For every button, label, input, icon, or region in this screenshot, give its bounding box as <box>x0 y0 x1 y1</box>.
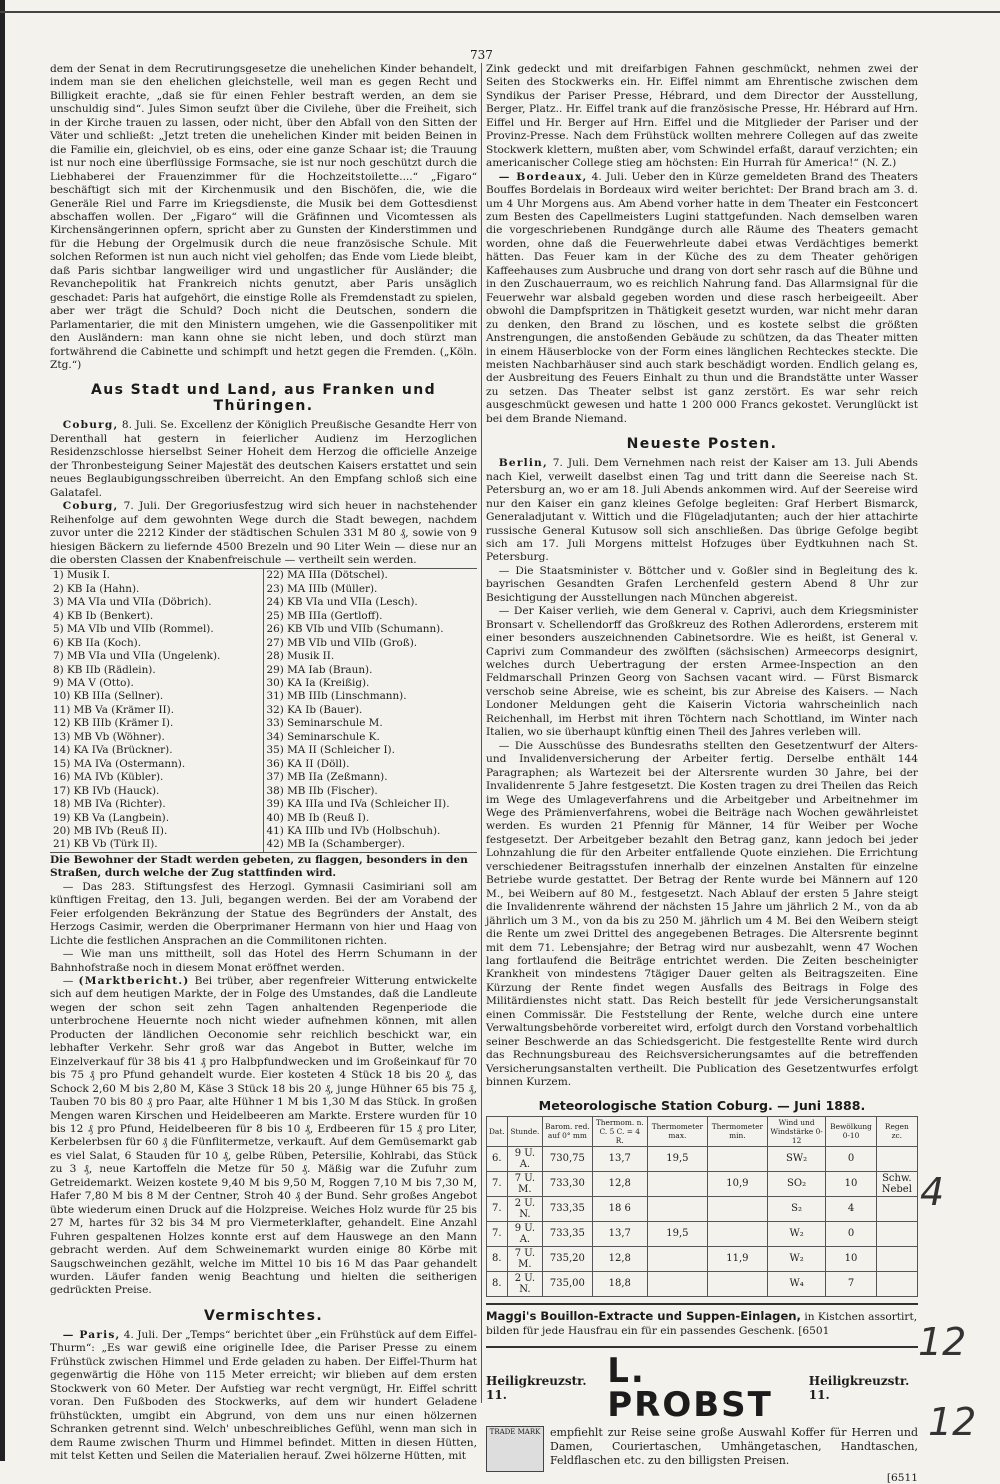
weather-cell <box>647 1196 707 1221</box>
procession-entry: 21) KB Vb (Türk II). <box>50 838 264 851</box>
weather-header-cell: Thermom. n. C. 5 C. = 4 R. <box>592 1116 647 1146</box>
weather-cell: 7. <box>487 1196 508 1221</box>
procession-entry: 5) MA VIb und VIIb (Rommel). <box>50 623 264 636</box>
weather-cell <box>876 1196 917 1221</box>
weather-cell: W₄ <box>767 1271 826 1296</box>
procession-entry: 4) KB Ib (Benkert). <box>50 610 264 623</box>
probst-text: empfiehlt zur Reise seine große Auswahl Koffer für Herren und Damen, Couriertaschen, Umhängetaschen, Handtaschen, Feldflaschen etc. zu den billigsten Preisen. <box>550 1425 918 1467</box>
right-column <box>486 63 918 1484</box>
weather-cell: 733,35 <box>543 1221 593 1246</box>
market-label: (Marktbericht.) <box>78 975 190 987</box>
procession-entry: 35) MA II (Schleicher I). <box>266 744 395 757</box>
procession-entry: 20) MB IVb (Reuß II). <box>50 825 264 838</box>
flag-appeal: Die Bewohner der Stadt werden gebeten, zu flaggen, besonders in den Straßen, durch welche der Zug stattfinden wird. <box>50 853 468 880</box>
weather-cell: 10 <box>826 1171 876 1196</box>
ministers-article: — Die Staatsminister v. Böttcher und v. Goßler sind in Begleitung des k. bayrischen Gesandten Grafen Lerchenfeld gestern Abend 8 Uhr zur Besichtigung der Ausstellungen nach München abgereist. <box>486 564 918 604</box>
procession-entry: 9) MA V (Otto). <box>50 677 264 690</box>
weather-cell: 9 U. A. <box>507 1146 542 1171</box>
weather-cell: 8. <box>487 1271 508 1296</box>
article-text: 4. Juli. Der „Temps“ berichtet über „ein Frühstück auf dem Eiffel-Thurm“: „Es war gewiß eine originelle Idee, die Pariser Presse zu einem Frühstück zwischen Himmel und Erde geladen zu haben. Der Eiffel-Thurm hat gegenwärtig die Höhe von 115 Meter erreicht; wir blieben auf dem ersten Stockwerk von 60 Meter. Der Aufstieg war recht vergnügt, Hr. Eiffel schritt voran. Den Fußboden des Stockwerks, auf dem wir hundert Geladene frühstückten, umgibt ein Abgrund, von dem uns nur einen hölzernen Schranken getrennt sind. Welch' unbeschreibliches Gefühl, wenn man sich in dem Raume zwischen Thurm und Himmel befindet. Mitten in diesen Hütten, mit telst Ketten und Seilen die Materialien herauf. Zwei hölzerne Hütten, mit <box>50 1328 477 1462</box>
weather-cell <box>876 1146 917 1171</box>
weather-row <box>487 1171 918 1196</box>
weather-cell: 11,9 <box>707 1246 767 1271</box>
procession-entry: 32) KA Ib (Bauer). <box>266 703 363 716</box>
procession-entry: 14) KA IVa (Brückner). <box>50 744 264 757</box>
procession-entry: 38) MB IIb (Fischer). <box>266 784 378 797</box>
weather-cell: 10 <box>826 1246 876 1271</box>
eiffel-article-continued: Zink gedeckt und mit dreifarbigen Fahnen geschmückt, nehmen zwei der Seiten des Stockwerks ein. Hr. Eiffel nimmt am Ehrentische zwischen dem Syndikus der Pariser Presse, Hébrard, und dem Director der Ausstellung, Berger, Platz.. Hr. Eiffel trank auf die französische Presse, Hr. Hébrard auf Hrn. Eiffel und Hr. Berger auf Hrn. Eiffel und die Mitglieder der Pariser und der Provinz-Presse. Nach dem Frühstück wollten mehrere Collegen auf das zweite Stockwerk klettern, mußten aber, vom Schwindel erfaßt, darauf verzichten; ein americanischer College stieg am höchsten: Ein Hurrah für America!“ (N. Z.) <box>486 63 918 170</box>
insurance-article: — Die Ausschüsse des Bundesraths stellten den Gesetzentwurf der Alters- und Invalidenversicherung der Arbeiter fertig. Derselbe enthält 144 Paragraphen; als Wartezeit bei der Altersrente wurden 30 Jahre, bei der Invalidenrente 5 Jahre festgesetzt. Die Kosten tragen zu drei Theilen das Reich im Wege des Umlageverfahrens und die Arbeitgeber und Arbeitnehmer im Wege des Prämienverfahrens, wobei die Beiträge nach Wochen gewährleistet werden. Es wurden 21 Pfennig für Männer, 14 für Weiber per Woche festgesetzt. Der Arbeitgeber bezahlt den Betrag ganz, kann jedoch bei jeder Lohnzahlung die für den Arbeiter entfallende Quote einziehen. Die Errichtung verschiedener Beitragsstufen innerhalb der einzelnen Anstalten für einzelne Betriebe wurde gestattet. Der Betrag der Rente wurde bei Männern auf 120 M., bei Weibern auf 80 M., festgesetzt. Nach Ablauf der ersten 5 Jahre steigt die Invalidenrente während der nächsten 15 Jahre um jährlich 2 M., von da ab jährlich um 3 M., von da bis zu 250 M. jährlich um 4 M. Bei den Weibern steigt die Rente um zwei Drittel des angegebenen Betrages. Die Altersrente beginnt mit dem 71. Lebensjahre; der Betrag wird nur ausbezahlt, wenn 47 Wochen lang fortlaufend die Beiträge entrichtet werden. Die Zeiten bescheinigter Krankheit von mindestens 7tägiger Dauer gelten als Beitragszeiten. Eine Kürzung der Rente findet wegen Ausfalls des Beitrags in Folge des Militärdienstes nicht statt. Das Reich bestellt für jede Versicherungsanstalt einen Commissär. Die Feststellung der Rente, welche durch eine untere Verwaltungsbehörde vorbereitet wird, erfolgt durch den Vorstand vorbehaltlich seiner Beschwerde an das Schiedsgericht. Die festgestellte Rente wird durch das Rechnungsbureau des Reichsversicherungsamtes auf die betreffenden Versicherungsanstalten vertheilt. Die Publication des Gesetzentwurfes erfolgt binnen Kurzem. <box>486 739 918 1089</box>
procession-entry: 13) MB Vb (Wöhner). <box>50 731 264 744</box>
column-rule <box>481 63 482 1403</box>
advert-code: [6501 <box>798 1324 830 1337</box>
probst-body <box>486 1350 918 1484</box>
procession-entry: 12) KB IIIb (Krämer I). <box>50 717 264 730</box>
weather-cell: 18 6 <box>592 1196 647 1221</box>
procession-entry: 8) KB IIb (Rädlein). <box>50 664 264 677</box>
article-text: 4. Juli. Ueber den in Kürze gemeldeten Brand des Theaters Bouffes Bordelais in Bordeaux wird weiter berichtet: Der Brand brach am 3. d. um 4 Uhr Morgens aus. Am Abend vorher hatte in dem Theater ein Festconcert zum Besten des Capellmeisters Lugini stattgefunden. Nach demselben waren die vorgeschriebenen Rundgänge durch alle Räume des Theaters gemacht worden, ohne daß die Feuerwehrleute dabei etwas Verdächtiges bemerkt hätten. Das Feuer kam in der Küche des zu dem Theater gehörigen Kaffeehauses zum Ausbruche und drang von dort sehr rasch auf die Bühne und in den Zuschauerraum, wo es reichlich Nahrung fand. Das Allarmsignal für die Feuerwehr war alsbald gegeben worden und diese rasch herbeigeeilt. Aber obwohl die Dampfspritzen in Thätigkeit gesetzt wurden, war nicht mehr daran zu denken, den Brand zu löschen, und es kostete selbst die größten Anstrengungen, die anstoßenden Gebäude zu schützen, da das Theater mitten in einem Häuserblocke von der Form eines länglichen Rechteckes steckte. Die meisten Nachbarhäuser sind auch stark beschädigt worden. Endlich gelang es, der Ausbreitung des Feuers Einhalt zu thun und die Brandstätte unter Wasser zu setzen. Das Theater selbst ist ganz zerstört. Es war sehr reich ausgeschmückt gewesen und hatte 1 200 000 Francs gekostet. Verunglückt ist bei dem Brande Niemand. <box>486 170 918 425</box>
weather-cell <box>647 1246 707 1271</box>
article-text: Bei trüber, aber regenfreier Witterung entwickelte sich auf dem heutigen Markte, der in Folge des Umstandes, daß die Landleute wegen der schon seit zehn Tagen anhaltenden Regenperiode die unterbrochene Heuernte noch nicht wieder aufnehmen können, mit allen Producten der ländlichen Oeconomie sehr reichlich beschickt war, ein lebhafter Verkehr. Sehr groß war das Angebot in Butter, welche im Einzelverkauf für 38 bis 41 ₰ pro Halbpfundwecken und im Großeinkauf für 70 bis 75 ₰ pro Pfund gehandelt wurde. Eier kosteten 4 Stück 18 bis 20 ₰, das Schock 2,60 M bis 2,80 M, Käse 3 Stück 18 bis 20 ₰, junge Hühner 65 bis 75 ₰, Tauben 70 bis 80 ₰ pro Paar, alte Hühner 1 M bis 1,30 M das Stück. In großen Mengen waren Kirschen und Heidelbeeren am Markte. Erstere wurden für 10 bis 12 ₰ pro Pfund, Heidelbeeren für 8 bis 10 ₰, Erdbeeren für 15 ₰ pro Liter, Kerbelerbsen für 60 ₰ die Fünflitermetze, verkauft. Auf dem Gemüsemarkt gab es viel Salat, 6 Stauden für 10 ₰, gelbe Rüben, Petersilie, Kohlrabi, das Stück zu 3 ₰, neue Kartoffeln die Metze für 50 ₰. Mäßig war die Zufuhr zum Getreidemarkt. Weizen kostete 9,40 M bis 9,50 M, Roggen 7,10 M bis 7,30 M, Hafer 7,80 M bis 8 M der Centner, Stroh 40 ₰ der Bund. Sehr großes Angebot übte wiederum einen Druck auf die Holzpreise. Weiches Holz wurde für 25 bis 27 M, hartes für 32 bis 34 M pro Viermeterklafter, gehandelt. Eine Anzahl Fuhren gespaltenen Holzes konnte erst auf dem Hauswege an den Mann gebracht werden. Auf dem Schweinemarkt wurden einige 80 Körbe mit Saugschweinchen gezählt, welche im Mittel 10 bis 16 M das Paar gehandelt wurden. Läufer fanden wenig Beachtung und hielten die seitherigen gedrückten Preise. <box>50 975 477 1297</box>
probst-row <box>486 1426 918 1472</box>
weather-row <box>487 1146 918 1171</box>
procession-entry: 36) KA II (Döll). <box>266 757 350 770</box>
weather-cell: 18,8 <box>592 1271 647 1296</box>
weather-row <box>487 1271 918 1296</box>
weather-cell <box>876 1246 917 1271</box>
bordeaux-article <box>486 171 918 427</box>
procession-entry: 24) KB VIa und VIIa (Lesch). <box>266 596 418 609</box>
weather-cell: W₂ <box>767 1246 826 1271</box>
trunk-logo: TRADE MARK <box>486 1426 544 1472</box>
hotel-article: — Wie man uns mittheilt, soll das Hotel des Herrn Schumann in der Bahnhofstraße noch in diesem Monat eröffnet werden. <box>50 948 477 974</box>
eiffel-article <box>50 1329 477 1464</box>
gymnasium-article: — Das 283. Stiftungsfest des Herzogl. Gymnasii Casimiriani soll am künftigen Freitag, den 13. Juli, begangen werden. Bei der am Vorabend der Feier erfolgenden Bekränzung der Statue des Begründers der Anstalt, des Herzogs Casimir, werden die Oberprimaner Hermann von hier und Haag von Lichte die festlichen Ansprachen an die Commilitonen richten. <box>50 880 477 947</box>
weather-cell: 13,7 <box>592 1146 647 1171</box>
weather-cell: 733,30 <box>543 1171 593 1196</box>
procession-entry: 39) KA IIIa und IVa (Schleicher II). <box>266 798 450 811</box>
weather-header-cell: Dat. <box>487 1116 508 1146</box>
procession-entry: 31) MB IIIb (Linschmann). <box>266 690 407 703</box>
procession-entry: 37) MB IIa (Zeßmann). <box>266 771 388 784</box>
coburg-article-1 <box>50 419 477 500</box>
maggi-advert <box>486 1303 918 1338</box>
weather-cell: 6. <box>487 1146 508 1171</box>
weather-cell: 7. <box>487 1221 508 1246</box>
procession-entry: 18) MB IVa (Richter). <box>50 798 264 811</box>
handwritten-mark-2: 12 <box>918 1320 967 1364</box>
page-number: 737 <box>470 48 493 62</box>
procession-entry: 23) MA IIIb (Müller). <box>266 582 378 595</box>
procession-entry: 27) MB VIb und VIIb (Groß). <box>266 636 418 649</box>
weather-cell: 730,75 <box>543 1146 593 1171</box>
article-text: 7. Juli. Dem Vernehmen nach reist der Kaiser am 13. Juli Abends nach Kiel, verweilt daselbst einen Tag und tritt dann die Seereise nach St. Petersburg an, wo er am 18. Juli Abends ankommen wird. Auf der Seereise wird nur den Kaiser ein ganz kleines Gefolge begleiten: Graf Herbert Bismarck, Generaladjutant v. Wittich und die Flügeladjutanten; auch der hier attachirte russische General Kutusow soll sich anschließen. Das übrige Gefolge begibt sich am 17. Juli Morgens mittelst Hofzuges über Eydtkuhnen nach St. Petersburg. <box>486 457 918 564</box>
handwritten-mark-3: 12 <box>928 1400 977 1444</box>
market-report: — (Marktbericht.) Bei trüber, aber regenfreier Witterung entwickelte sich auf dem heutigen Markte, der in Folge des Umstandes, daß die Landleute wegen der schon seit zehn Tagen anhaltenden Regenperiode die unterbrochene Heuernte noch nicht wieder aufnehmen können, mit allen Producten der ländlichen Oeconomie sehr reichlich beschickt war, ein lebhafter Verkehr. Sehr groß war das Angebot in Butter, welche im Einzelverkauf für 38 bis 41 ₰ pro Halbpfundwecken und im Großeinkauf für 70 bis 75 ₰ pro Pfund gehandelt wurde. Eier kosteten 4 Stück 18 bis 20 ₰, das Schock 2,60 M bis 2,80 M, Käse 3 Stück 18 bis 20 ₰, junge Hühner 65 bis 75 ₰, Tauben 70 bis 80 ₰ pro Paar, alte Hühner 1 M bis 1,30 M das Stück. In großen Mengen waren Kirschen und Heidelbeeren am Markte. Erstere wurden für 10 bis 12 ₰ pro Pfund, Heidelbeeren für 8 bis 10 ₰, Erdbeeren für 15 ₰ pro Liter, Kerbelerbsen für 60 ₰ die Fünflitermetze, verkauft. Auf dem Gemüsemarkt gab es viel Salat, 6 Stauden für 10 ₰, gelbe Rüben, Petersilie, Kohlrabi, das Stück zu 3 ₰, neue Kartoffeln die Metze für 50 ₰. Mäßig war die Zufuhr zum Getreidemarkt. Weizen kostete 9,40 M bis 9,50 M, Roggen 7,10 M bis 7,30 M, Hafer 7,80 M bis 8 M der Centner, Stroh 40 ₰ der Bund. Sehr großes Angebot übte wiederum einen Druck auf die Holzpreise. Weiches Holz wurde für 25 bis 27 M, hartes für 32 bis 34 M pro Viermeterklafter, gehandelt. Eine Anzahl Fuhren gespaltenen Holzes konnte erst auf dem Hauswege an den Mann gebracht werden. Auf dem Schweinemarkt wurden einige 80 Körbe mit Saugschweinchen gezählt, welche im Mittel 10 bis 16 M das Paar gehandelt wurden. Läufer fanden wenig Beachtung und hielten die seitherigen gedrückten Preise. <box>50 975 477 1297</box>
weather-cell: 7 <box>826 1271 876 1296</box>
section-heading-news: Neueste Posten. <box>626 436 778 453</box>
weather-cell: 735,20 <box>543 1246 593 1271</box>
weather-header-cell: Regen zc. <box>876 1116 917 1146</box>
weather-header-cell: Wind und Windstärke 0-12 <box>767 1116 826 1146</box>
weather-header-cell: Bewölkung 0-10 <box>826 1116 876 1146</box>
procession-entry: 29) MA Iab (Braun). <box>266 663 373 676</box>
procession-entry: 1) Musik I. <box>50 569 264 582</box>
weather-header-cell: Thermometer min. <box>707 1116 767 1146</box>
weather-cell: 9 U. A. <box>507 1221 542 1246</box>
weather-cell: 12,8 <box>592 1246 647 1271</box>
weather-cell: 0 <box>826 1221 876 1246</box>
top-rule <box>0 11 1000 13</box>
weather-body <box>487 1146 918 1296</box>
weather-cell: S₂ <box>767 1196 826 1221</box>
weather-cell <box>876 1221 917 1246</box>
dateline: Coburg, <box>62 419 119 432</box>
weather-cell: SW₂ <box>767 1146 826 1171</box>
weather-cell: 8. <box>487 1246 508 1271</box>
weather-cell <box>707 1271 767 1296</box>
handwritten-mark-1: 4 <box>920 1170 945 1214</box>
procession-entry: 33) Seminarschule M. <box>266 717 383 730</box>
weather-header-row <box>487 1116 918 1146</box>
probst-address-right: Heiligkreuzstr. 11. <box>808 1373 910 1402</box>
paris-article-continued: dem der Senat in dem Recrutirungsgesetze die unehelichen Kinder behandelt, indem man sie den ehelichen gleichstelle, weil man es gegen Recht und Billigkeit erachte, „daß sie für einen Fehler bestraft werden, an dem sie unschuldig sind“. Jules Simon seufzt über die Civilehe, über die Freiheit, sich in der Kirche trauen zu lassen, oder nicht, über den Abfall von den Sitten der Väter und schließt: „Jetzt treten die unehelichen Kinder mit beiden Beinen in die Familie ein, gleichviel, ob es eins, oder eine ganze Schaar ist; die Trauung ist nur noch eine überflüssige Formsache, sie ist nur noch geschützt durch die Liebhaberei der Frauenzimmer für die Hochzeitstoilette....“ „Figaro“ beschäftigt sich mit der Kirchenmusik und den Bischöfen, die, wie die Generäle Riel und Farre im Kriegsdienste, die Musik bei dem Gottesdienst abschaffen wollen. Der „Figaro“ will die Gräfinnen und Vicomtessen als Kirchensängerinnen opfern, spricht aber zu Gunsten der Kinderstimmen und für die Hebung der Orgelmusik durch die neue französische Schule. Mit solchen Reformen ist nun auch nicht viel geholfen; das Ende vom Liede bleibt, daß Paris sichtbar langweiliger wird und ungastlicher für Ausländer; die Revanchepolitik hat Frankreich nichts genutzt, aber Paris unsäglich geschadet: Paris hat aufgehört, die einstige Rolle als Fremdenstadt zu spielen, aber wer trägt die Schuld? Doch nicht die Deutschen, sondern die Parlamentarier, die mit den Ministern umgehen, wie die Gassenpolitiker mit den Ausländern: man kann ohne sie nicht leben, und doch stürzt man fortwährend die Cabinette und schimpft und hetzt gegen die Fremden. („Köln. Ztg.“) <box>50 63 477 371</box>
probst-header <box>486 1350 918 1425</box>
weather-header-cell: Thermometer max. <box>647 1116 707 1146</box>
procession-entry: 19) KB Va (Langbein). <box>50 812 264 825</box>
weather-title: Meteorologische Station Coburg. — Juni 1888. <box>538 1097 866 1113</box>
procession-entry: 3) MA VIa und VIIa (Döbrich). <box>50 596 264 609</box>
weather-cell: 0 <box>826 1146 876 1171</box>
dateline: Coburg, <box>62 500 119 513</box>
coburg-article-2 <box>50 500 477 567</box>
procession-entry: 28) Musik II. <box>266 650 335 663</box>
article-text: 7. Juli. Der Gregoriusfestzug wird sich heuer in nachstehender Reihenfolge auf dem gewohnten Wege durch die Stadt bewegen, nachdem zuvor unter die 2212 Kinder der städtischen Schulen 331 M 80 ₰, sowie von 9 hiesigen Bäckern zu liefernde 4500 Brezeln und 90 Liter Wein — diese nur an die obersten Classen der Knabenfreischule — vertheilt sein werden. <box>50 500 477 566</box>
section-heading-misc: Vermischtes. <box>203 1307 324 1324</box>
binding-edge <box>0 0 5 1461</box>
weather-cell <box>707 1146 767 1171</box>
procession-entry: 26) KB VIb und VIIb (Schumann). <box>266 623 444 636</box>
weather-cell: 735,00 <box>543 1271 593 1296</box>
procession-entry: 17) KB IVb (Hauck). <box>50 785 264 798</box>
dateline: Berlin, <box>498 457 548 470</box>
weather-cell: 10,9 <box>707 1171 767 1196</box>
procession-entry: 7) MB VIa und VIIa (Ungelenk). <box>50 650 264 663</box>
weather-header-cell: Stunde. <box>507 1116 542 1146</box>
section-heading-local: Aus Stadt und Land, aus Franken und Thüringen. <box>90 382 437 415</box>
weather-cell: 19,5 <box>647 1146 707 1171</box>
weather-header-cell: Barom. red. auf 0° mm <box>543 1116 593 1146</box>
dateline: — Bordeaux, <box>498 170 588 183</box>
berlin-article <box>486 457 918 565</box>
weather-row <box>487 1196 918 1221</box>
weather-cell: 19,5 <box>647 1221 707 1246</box>
procession-entry: 41) KA IIIb und IVb (Holbschuh). <box>266 825 441 838</box>
procession-entry: 34) Seminarschule K. <box>266 730 380 743</box>
probst-advert <box>486 1346 918 1484</box>
dateline: — Paris, <box>62 1328 121 1341</box>
weather-cell: 7 U. M. <box>507 1246 542 1271</box>
procession-entry: 10) KB IIIa (Sellner). <box>50 690 264 703</box>
weather-table <box>486 1116 918 1297</box>
procession-entry: 11) MB Va (Krämer II). <box>50 704 264 717</box>
maggi-headline: Maggi's Bouillon-Extracte und Suppen-Einlagen, <box>486 1308 801 1323</box>
procession-order-list <box>50 568 477 853</box>
probst-address-left: Heiligkreuzstr. 11. <box>486 1373 587 1402</box>
weather-cell: SO₂ <box>767 1171 826 1196</box>
weather-cell: 733,35 <box>543 1196 593 1221</box>
weather-cell: 13,7 <box>592 1221 647 1246</box>
procession-entry: 2) KB Ia (Hahn). <box>50 583 264 596</box>
kaiser-article: — Der Kaiser verlieh, wie dem General v. Caprivi, auch dem Kriegsminister Bronsart v. Schellendorff das Großkreuz des Rothen Adlerordens, ersterem mit einer besonders auszeichnenden Cabinetsordre. Wie es heißt, ist General v. Caprivi zum Commandeur des zwölften (sächsischen) Armeecorps designirt, welches durch Uebertragung der ersten Armee-Inspection an den Feldmarschall Prinzen Georg von Sachsen vacant wird. — Fürst Bismarck verschob seine Abreise, wie es scheint, bis zur Abreise des Kaisers. — Nach Londoner Meldungen geht die Kaiserin Victoria wahrscheinlich nach Reichenhall, im Herbst mit ihren Töchtern nach Schottland, im Winter nach Italien, wo sie überhaupt künftig einen Theil des Jahres verleben will. <box>486 605 918 739</box>
maggi-text: in Kistchen assortirt, bilden für jede Hausfrau ein für ein passendes Geschenk. <box>486 1310 918 1337</box>
procession-entry: 25) MB IIIa (Gertloff). <box>266 609 383 622</box>
procession-entry: 6) KB IIa (Koch). <box>50 637 264 650</box>
weather-cell <box>707 1196 767 1221</box>
weather-cell: 2 U. N. <box>507 1196 542 1221</box>
weather-cell: 7 U. M. <box>507 1171 542 1196</box>
procession-entry: 42) MB Ia (Schamberger). <box>266 838 405 851</box>
weather-cell <box>707 1221 767 1246</box>
weather-cell: 2 U. N. <box>507 1271 542 1296</box>
weather-cell: 12,8 <box>592 1171 647 1196</box>
article-text: 8. Juli. Se. Excellenz der Königlich Preußische Gesandte Herr von Derenthall hat gestern in feierlicher Audienz im Herzoglichen Residenzschlosse hierselbst Seiner Hoheit dem Herzog die officielle Anzeige der Thronbesteigung Seiner Majestät des deutschen Kaisers erstattet und sein neues Beglaubigungsschreiben überreicht. An den Empfang schloß sich eine Galatafel. <box>50 419 477 499</box>
probst-name: L. PROBST <box>607 1350 773 1425</box>
left-column <box>50 63 477 1463</box>
weather-row <box>487 1246 918 1271</box>
weather-cell <box>647 1171 707 1196</box>
weather-cell: Schw. Nebel <box>876 1171 917 1196</box>
procession-entry: 15) MA IVa (Ostermann). <box>50 758 264 771</box>
procession-entry: 30) KA Ia (Kreißig). <box>266 677 370 690</box>
weather-cell <box>876 1271 917 1296</box>
procession-entry: 40) MB Ib (Reuß I). <box>266 811 370 824</box>
weather-cell: 4 <box>826 1196 876 1221</box>
weather-cell: W₂ <box>767 1221 826 1246</box>
weather-row <box>487 1221 918 1246</box>
procession-entry: 16) MA IVb (Kübler). <box>50 771 264 784</box>
weather-cell: 7. <box>487 1171 508 1196</box>
weather-cell <box>647 1271 707 1296</box>
advert-code: [6511 <box>886 1471 918 1484</box>
procession-entry: 22) MA IIIa (Dötschel). <box>266 569 388 582</box>
